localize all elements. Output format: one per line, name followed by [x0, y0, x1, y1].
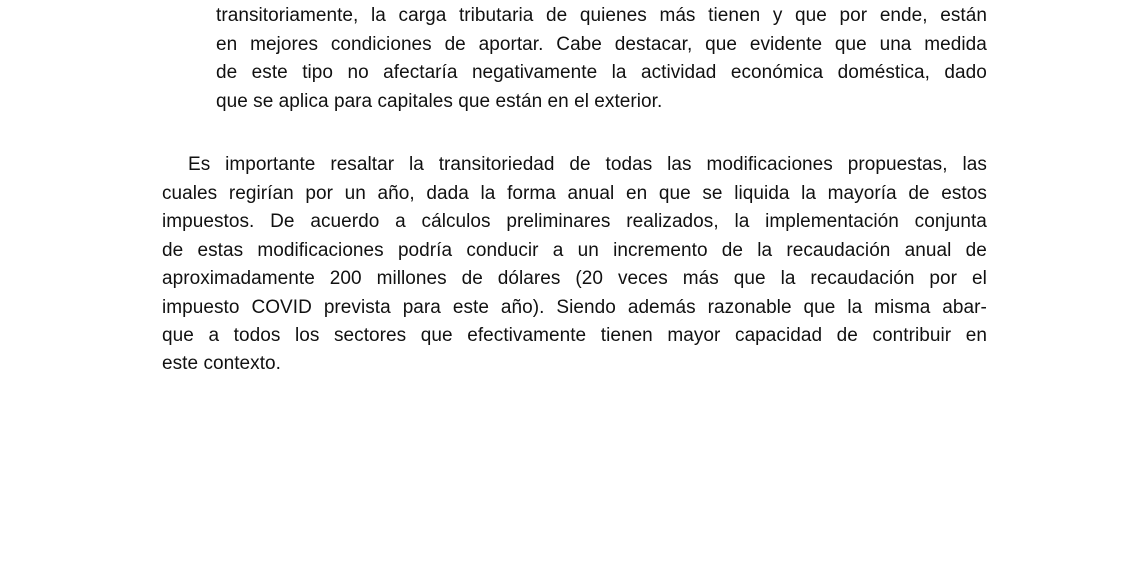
word: liquida: [734, 183, 790, 204]
word: la: [371, 5, 386, 26]
word: en: [216, 34, 238, 55]
word: por: [929, 268, 958, 289]
word: todos: [233, 325, 281, 346]
word: recaudación: [810, 268, 915, 289]
word: tienen: [600, 325, 653, 346]
word: a: [395, 211, 406, 232]
word: impuesto: [162, 297, 240, 318]
word: que: [834, 34, 867, 55]
word: que: [733, 268, 766, 289]
word: transitoriedad: [438, 154, 555, 175]
word: modificaciones: [257, 240, 384, 261]
paragraph-line: [216, 2, 987, 30]
paragraph-line: [188, 151, 987, 179]
word: que: [162, 325, 194, 346]
word: (20: [575, 268, 604, 289]
paragraph-line: [216, 59, 987, 87]
word: por: [305, 183, 333, 204]
word: ende,: [879, 5, 928, 26]
word: doméstica,: [837, 62, 930, 83]
word: efectivamente: [467, 325, 587, 346]
word: aproximadamente: [162, 268, 315, 289]
word: contribuir: [872, 325, 952, 346]
word: de: [965, 240, 987, 261]
word: Es: [188, 154, 211, 175]
word: se: [702, 183, 723, 204]
word: regirían: [228, 183, 294, 204]
word: de: [546, 5, 568, 26]
word: no: [347, 62, 369, 83]
word: de: [162, 240, 184, 261]
word: sectores: [333, 325, 407, 346]
word: y: [772, 5, 783, 26]
word: este: [251, 62, 288, 83]
word: los: [294, 325, 320, 346]
paragraph-line: [162, 265, 987, 293]
word: todas: [605, 154, 653, 175]
word: cálculos: [421, 211, 491, 232]
word: en: [965, 325, 987, 346]
word: a: [552, 240, 564, 261]
word: realizados,: [626, 211, 719, 232]
word: de: [569, 154, 591, 175]
word: evidente: [749, 34, 823, 55]
word: además: [627, 297, 696, 318]
word: la: [780, 268, 796, 289]
word: mayor: [667, 325, 721, 346]
word: dado: [944, 62, 987, 83]
word: veces: [617, 268, 668, 289]
word: capacidad: [735, 325, 823, 346]
word: que: [705, 34, 737, 55]
word: forma: [507, 183, 556, 204]
word: estas: [197, 240, 244, 261]
word: medida: [924, 34, 987, 55]
word: preliminares: [506, 211, 611, 232]
word: tributaria: [458, 5, 534, 26]
word: la: [847, 297, 863, 318]
word: De: [270, 211, 295, 232]
word: de: [461, 268, 483, 289]
word: razonable: [707, 297, 792, 318]
word: el: [971, 268, 987, 289]
word: en: [625, 183, 648, 204]
word: de: [216, 62, 238, 83]
word: las: [667, 154, 692, 175]
word: la: [734, 211, 750, 232]
paragraph-line: [162, 208, 987, 236]
word: un: [577, 240, 599, 261]
word: la: [757, 240, 773, 261]
word: 200: [329, 268, 362, 289]
word: año,: [377, 183, 415, 204]
word: de: [836, 325, 858, 346]
paragraph-line: que se aplica para capitales que están en el exterior.: [216, 91, 663, 112]
word: modificaciones: [706, 154, 833, 175]
word: dólares: [497, 268, 561, 289]
word: importante: [225, 154, 316, 175]
word: una: [879, 34, 912, 55]
word: más: [659, 5, 696, 26]
word: que: [658, 183, 691, 204]
word: tipo: [302, 62, 334, 83]
word: aportar.: [478, 34, 544, 55]
word: Cabe: [556, 34, 602, 55]
word: quienes: [579, 5, 647, 26]
word: destacar,: [614, 34, 693, 55]
word: anual: [904, 240, 952, 261]
word: Siendo: [556, 297, 616, 318]
word: de: [908, 183, 930, 204]
word: mayoría: [827, 183, 897, 204]
word: conducir: [466, 240, 539, 261]
word: misma: [874, 297, 931, 318]
word: económica: [730, 62, 824, 83]
word: año).: [500, 297, 545, 318]
word: la: [480, 183, 496, 204]
word: COVID: [251, 297, 312, 318]
paragraph-line: [216, 31, 987, 59]
word: de: [444, 34, 466, 55]
word: la: [408, 154, 424, 175]
word: negativamente: [471, 62, 598, 83]
word: actividad: [640, 62, 717, 83]
paragraph-line: [162, 180, 987, 208]
word: transitoriamente,: [216, 5, 359, 26]
word: la: [801, 183, 817, 204]
word: condiciones: [330, 34, 432, 55]
word: que: [795, 5, 827, 26]
word: acuerdo: [310, 211, 380, 232]
paragraph-line: [162, 294, 987, 322]
word: de: [721, 240, 744, 261]
word: impuestos.: [162, 211, 255, 232]
word: podría: [397, 240, 453, 261]
word: las: [962, 154, 987, 175]
word: la: [611, 62, 627, 83]
word: cuales: [162, 183, 218, 204]
word: afectaría: [383, 62, 458, 83]
word: mejores: [250, 34, 318, 55]
word: que: [420, 325, 453, 346]
paragraph-line: [162, 322, 987, 350]
word: dada: [426, 183, 469, 204]
word: recaudación: [786, 240, 891, 261]
word: este: [452, 297, 489, 318]
word: por: [839, 5, 868, 26]
word: implementación: [765, 211, 899, 232]
word: conjunta: [914, 211, 987, 232]
word: estos: [941, 183, 987, 204]
word: están: [940, 5, 987, 26]
word: prevista: [323, 297, 391, 318]
word: incremento: [613, 240, 708, 261]
word: abar-: [942, 297, 987, 318]
word: resaltar: [330, 154, 395, 175]
word: anual: [567, 183, 615, 204]
paragraph-line: este contexto.: [162, 353, 281, 374]
word: que: [803, 297, 836, 318]
word: carga: [398, 5, 447, 26]
word: para: [402, 297, 441, 318]
word: millones: [376, 268, 447, 289]
word: a: [208, 325, 220, 346]
paragraph-line: [162, 237, 987, 265]
word: propuestas,: [847, 154, 948, 175]
word: un: [344, 183, 366, 204]
word: tienen: [708, 5, 761, 26]
word: más: [682, 268, 719, 289]
